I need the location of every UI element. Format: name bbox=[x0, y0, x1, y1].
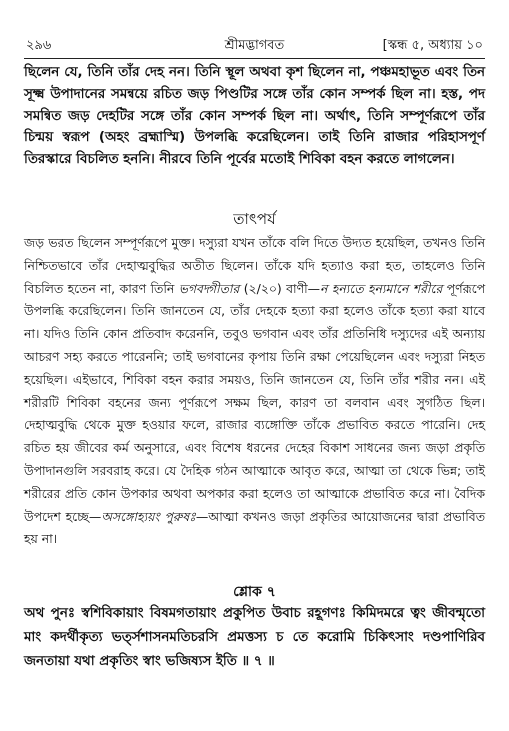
book-title: শ্রীমদ্ভাগবত bbox=[224, 38, 285, 53]
page-number: ২৯৬ bbox=[26, 38, 52, 53]
header-rule bbox=[24, 58, 485, 59]
purport-heading: তাৎপর্য bbox=[233, 210, 276, 228]
purport-italic-quote: ন হন্যতে হন্যমানে শরীরে bbox=[320, 280, 443, 296]
purport-text-part-2: (২/২০) বাণী— bbox=[239, 280, 321, 296]
purport-text-part-3: পূর্ণরূপে উপলব্ধি করেছিলেন। তিনি জানতেন যে, তাঁর দেহকে হত্যা করা হলেও তাঁকে হত্যা করা যাবে না। যদিও তিনি কোন প্রতিবাদ করেননি, তবুও ভগবান এবং তাঁর প্রতিনিধি দস্যুদের এই অন্যায় আচরণ সহ্য করতে পারেননি; তাই ভগবানের কৃপায় তিনি রক্ষা পেয়েছিলেন এবং দস্যুরা নিহত হয়েছিল। এইভাবে, শিবিকা বহন করার সময়ও, তিনি জানতেন যে, তিনি তাঁর শরীর নন। এই শরীরটি শিবিকা বহনের জন্য পূর্ণরূপে সক্ষম ছিল, কারণ তা বলবান এবং সুগঠিত ছিল। দেহাত্মবুদ্ধি থেকে মুক্ত হওয়ার ফলে, রাজার ব্যঙ্গোক্তি তাঁকে প্রভাবিত করতে পারেনি। দেহ রচিত হয় জীবের কর্ম অনুসারে, এবং বিশেষ ধরনের দেহের বিকাশ সাধনের জন্য জড়া প্রকৃতি উপাদানগুলি সরবরাহ করে। যে দৈহিক গঠন আত্মাকে আবৃত করে, আত্মা তা থেকে ভিন্ন; তাই শরীরের প্রতি কোন উপকার অথবা অপকার করা হলেও তা আত্মাকে প্রভাবিত করে না। বৈদিক উপদেশ হচ্ছে— bbox=[24, 280, 485, 524]
running-header bbox=[26, 36, 483, 56]
purport-text-part-1: জড় ভরত ছিলেন সম্পূর্ণরূপে মুক্ত। দস্যুরা যখন তাঁকে বলি দিতে উদ্যত হয়েছিল, তখনও তিনি নিশ্চিতভাবে তাঁর দেহাত্মবুদ্ধির অতীত ছিলেন। তাঁকে যদি হত্যাও করা হত, তাহলেও তিনি বিচলিত হতেন না, কারণ তিনি bbox=[24, 235, 485, 296]
verse-number: শ্লোক ৭ bbox=[233, 584, 276, 600]
canto-chapter-label: [স্কন্ধ ৫, অধ্যায় ১০ bbox=[382, 38, 483, 53]
purport-italic-vedic: অসঙ্গোহ্যয়ং পুরুষঃ bbox=[101, 508, 196, 524]
purport-text-part-4: —আত্মা কখনও জড়া প্রকৃতির আয়োজনের দ্বারা প্রভাবিত হয় না। bbox=[24, 508, 485, 547]
purport-paragraph bbox=[24, 232, 485, 551]
purport-italic-gita: ভগবদ্গীতার bbox=[178, 280, 240, 296]
translation-paragraph: ছিলেন যে, তিনি তাঁর দেহ নন। তিনি স্থূল অথবা কৃশ ছিলেন না, পঞ্চমহাভূত এবং তিন সূক্ষ্ম উপাদানের সমন্বয়ে রচিত জড় পিণ্ডটির সঙ্গে তাঁর কোন সম্পর্ক ছিল না। হস্ত, পদ সমন্বিত জড় দেহটির সঙ্গে তাঁর কোন সম্পর্ক ছিল না। অর্থাৎ, তিনি সম্পূর্ণরূপে তাঁর চিন্ময় স্বরূপ (অহং ব্রহ্মাস্মি) উপলব্ধি করেছিলেন। তাই তিনি রাজার পরিহাসপূর্ণ তিরস্কারে বিচলিত হননি। নীরবে তিনি পূর্বের মতোই শিবিকা বহন করতে লাগলেন। bbox=[24, 65, 485, 168]
verse-text: অথ পুনঃ স্বশিবিকায়াং বিষমগতায়াং প্রকুপিত উবাচ রহূগণঃ কিমিদমরে ত্বং জীবন্মৃতো মাং কদর্থীকৃত্য ভর্ত্সশাসনমতিচরসি প্রমত্তস্য চ তে করোমি চিকিৎসাং দণ্ডপাণিরিব জনতায়া যথা প্রকৃতিং স্বাং ভজিষ্যস ইতি ॥ ৭ ॥ bbox=[24, 606, 485, 669]
